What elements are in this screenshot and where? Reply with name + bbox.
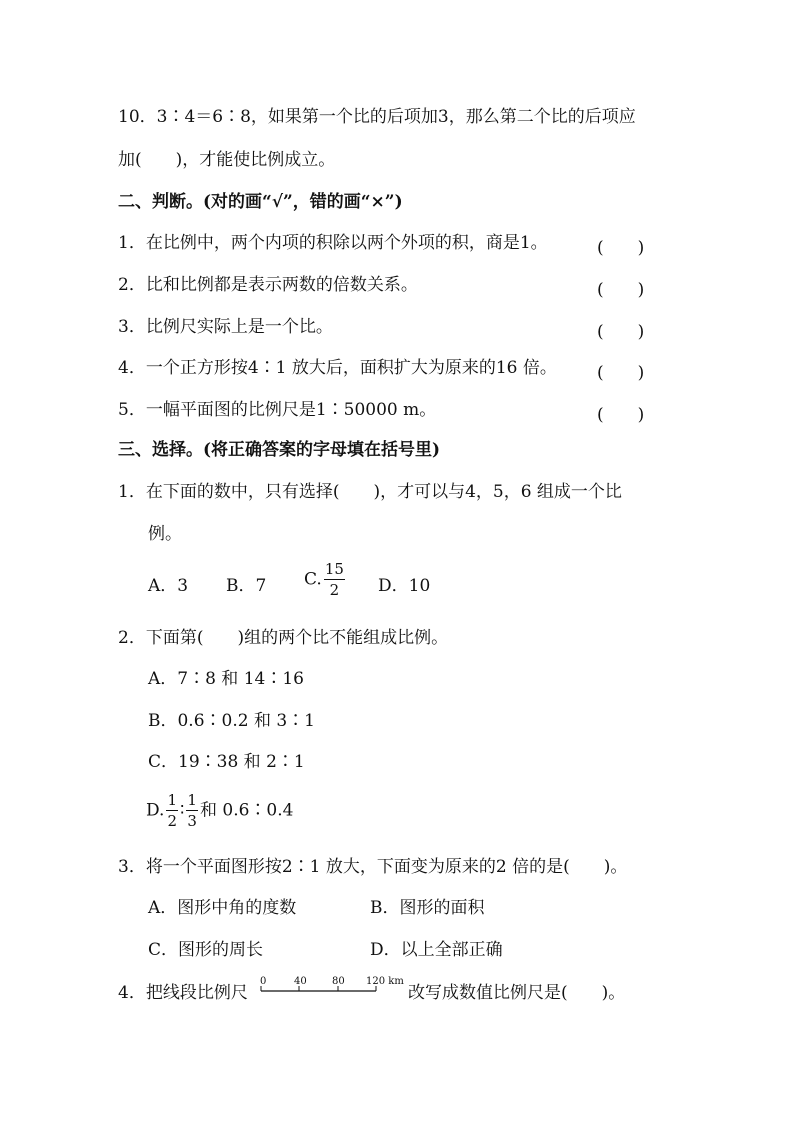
- choice-q2-option-c[interactable]: C．19∶38 和 2∶1: [148, 752, 305, 772]
- judge-item-1: 1．在比例中，两个内项的积除以两个外项的积，商是1。: [118, 233, 548, 253]
- judge-answer-4[interactable]: ( ): [597, 363, 645, 383]
- choice-q3-option-d[interactable]: D．以上全部正确: [370, 940, 503, 960]
- line-segment-scale-bar: [258, 972, 408, 1000]
- fraction-1-over-2: $\frac{1}{2}$: [167, 791, 177, 830]
- choice-q4-suffix: 改写成数值比例尺是( )。: [408, 983, 626, 1003]
- choice-q3-option-b[interactable]: B．图形的面积: [370, 898, 485, 918]
- section-3-heading: 三、选择。(将正确答案的字母填在括号里): [118, 440, 441, 460]
- choice-q2-option-b[interactable]: B．0.6∶0.2 和 3∶1: [148, 711, 316, 731]
- choice-q3-stem: 3．将一个平面图形按2∶1 放大，下面变为原来的2 倍的是( )。: [118, 857, 628, 877]
- judge-item-5: 5．一幅平面图的比例尺是1∶50000 m。: [118, 400, 437, 420]
- choice-q4-prefix: 4．把线段比例尺: [118, 983, 248, 1003]
- judge-answer-1[interactable]: ( ): [597, 238, 645, 258]
- section-2-heading: 二、判断。(对的画“√”，错的画“×”): [118, 192, 403, 212]
- fraction-15-over-2: $\frac{15}{2}$: [324, 560, 344, 599]
- choice-q1-option-d[interactable]: D．10: [378, 576, 431, 596]
- choice-q3-option-c[interactable]: C．图形的周长: [148, 940, 264, 960]
- option-d-prefix: D.: [146, 800, 165, 821]
- choice-q1-option-b[interactable]: B．7: [226, 576, 267, 596]
- judge-item-4: 4．一个正方形按4∶1 放大后，面积扩大为原来的16 倍。: [118, 358, 557, 378]
- question-10-line1: 10．3∶4＝6∶8，如果第一个比的后项加3，那么第二个比的后项应: [118, 107, 636, 127]
- choice-q1-line1: 1．在下面的数中，只有选择( )，才可以与4，5，6 组成一个比: [118, 482, 622, 502]
- judge-item-3: 3．比例尺实际上是一个比。: [118, 317, 333, 337]
- choice-q2-stem: 2．下面第( )组的两个比不能组成比例。: [118, 628, 449, 648]
- judge-answer-2[interactable]: ( ): [597, 280, 645, 300]
- judge-answer-5[interactable]: ( ): [597, 405, 645, 425]
- choice-q2-option-a[interactable]: A．7∶8 和 14∶16: [148, 669, 304, 689]
- fraction-1-over-3: $\frac{1}{3}$: [187, 791, 197, 830]
- question-10-line2: 加( )，才能使比例成立。: [118, 150, 336, 170]
- choice-q1-line2: 例。: [148, 524, 182, 544]
- ratio-colon: ∶: [179, 800, 185, 821]
- scale-label-0: 0: [260, 976, 267, 987]
- choice-q2-option-d[interactable]: [146, 793, 293, 829]
- scale-label-120km: 120 km: [366, 976, 404, 987]
- judge-item-2: 2．比和比例都是表示两数的倍数关系。: [118, 275, 418, 295]
- judge-answer-3[interactable]: ( ): [597, 322, 645, 342]
- scale-label-80: 80: [332, 976, 345, 987]
- choice-q3-option-a[interactable]: A．图形中角的度数: [148, 898, 297, 918]
- option-d-suffix: 和 0.6∶0.4: [199, 800, 294, 821]
- option-c-prefix: C.: [304, 569, 322, 590]
- scale-label-40: 40: [294, 976, 307, 987]
- choice-q1-option-c[interactable]: [304, 562, 347, 598]
- choice-q1-option-a[interactable]: A．3: [148, 576, 189, 596]
